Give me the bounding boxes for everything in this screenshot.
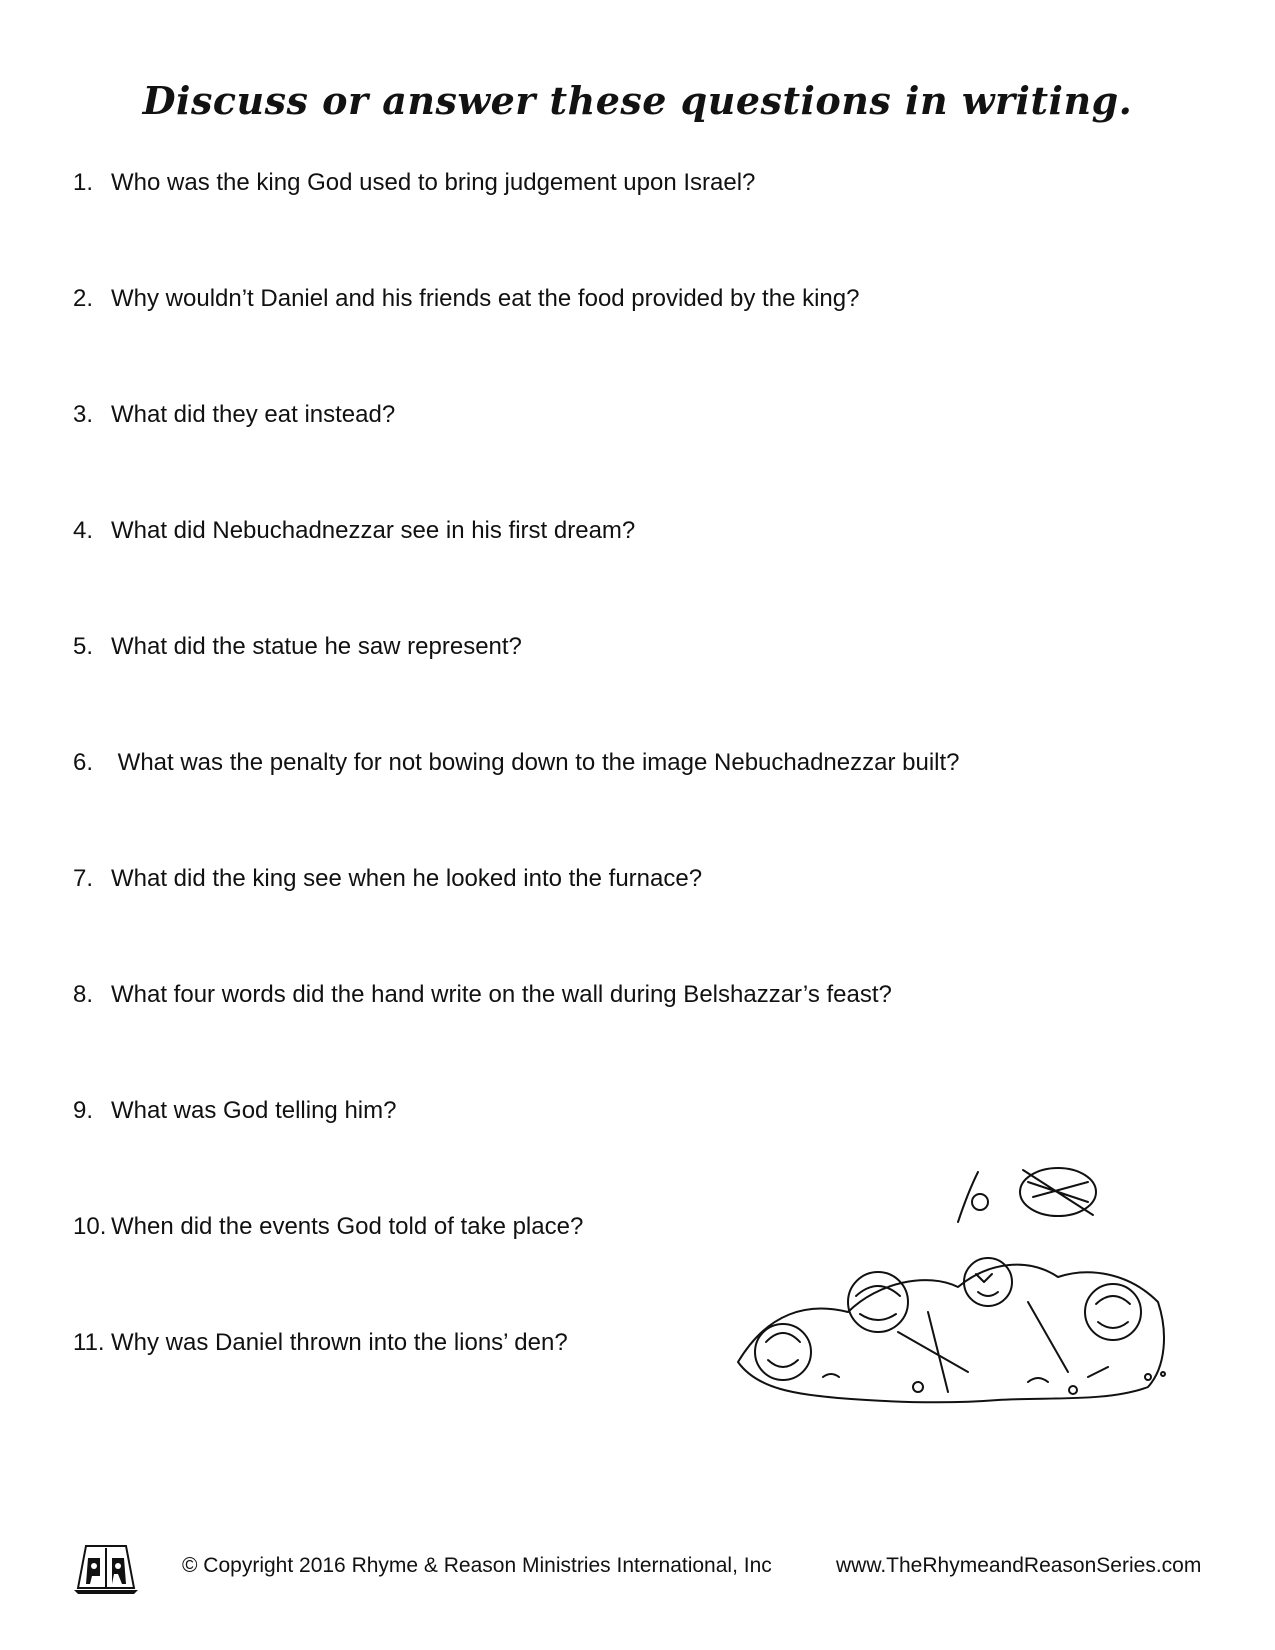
question-item bbox=[73, 980, 1173, 1010]
question-item bbox=[73, 1096, 1173, 1126]
lions-den-illustration bbox=[728, 1162, 1178, 1412]
question-item bbox=[73, 864, 1173, 894]
question-text: What was the penalty for not bowing down to the image Nebuchadnezzar built? bbox=[111, 749, 960, 776]
rhyme-and-reason-logo-icon bbox=[72, 1540, 140, 1596]
question-number: 9. bbox=[73, 1097, 94, 1124]
question-item bbox=[73, 400, 1173, 430]
website-link[interactable]: www.TheRhymeandReasonSeries.com bbox=[836, 1554, 1202, 1577]
question-number: 3. bbox=[73, 401, 94, 428]
question-item bbox=[73, 632, 1173, 662]
question-item bbox=[73, 748, 1173, 778]
question-text: What did the statue he saw represent? bbox=[111, 633, 522, 660]
question-text: Why wouldn’t Daniel and his friends eat the food provided by the king? bbox=[111, 285, 860, 312]
question-item bbox=[73, 284, 1173, 314]
page-title: Discuss or answer these questions in writing. bbox=[142, 78, 1133, 123]
question-item bbox=[73, 168, 1173, 198]
question-text: Why was Daniel thrown into the lions’ den? bbox=[111, 1329, 568, 1356]
question-text: What was God telling him? bbox=[111, 1097, 397, 1124]
copyright-text: © Copyright 2016 Rhyme & Reason Ministries International, Inc bbox=[182, 1554, 772, 1577]
question-number: 4. bbox=[73, 517, 94, 544]
question-number: 7. bbox=[73, 865, 94, 892]
question-number: 11. bbox=[73, 1329, 105, 1356]
question-number: 6. bbox=[73, 749, 94, 776]
question-number: 2. bbox=[73, 285, 94, 312]
question-item bbox=[73, 516, 1173, 546]
question-text: What did they eat instead? bbox=[111, 401, 396, 428]
question-text: When did the events God told of take place? bbox=[111, 1213, 584, 1240]
question-text: What four words did the hand write on the wall during Belshazzar’s feast? bbox=[111, 981, 892, 1008]
question-number: 1. bbox=[73, 169, 94, 196]
question-text: Who was the king God used to bring judgement upon Israel? bbox=[111, 169, 756, 196]
question-number: 8. bbox=[73, 981, 94, 1008]
question-text: What did Nebuchadnezzar see in his first dream? bbox=[111, 517, 636, 544]
question-number: 5. bbox=[73, 633, 94, 660]
question-number: 10. bbox=[73, 1213, 107, 1240]
page-footer bbox=[0, 1540, 1275, 1600]
question-text: What did the king see when he looked into the furnace? bbox=[111, 865, 703, 892]
